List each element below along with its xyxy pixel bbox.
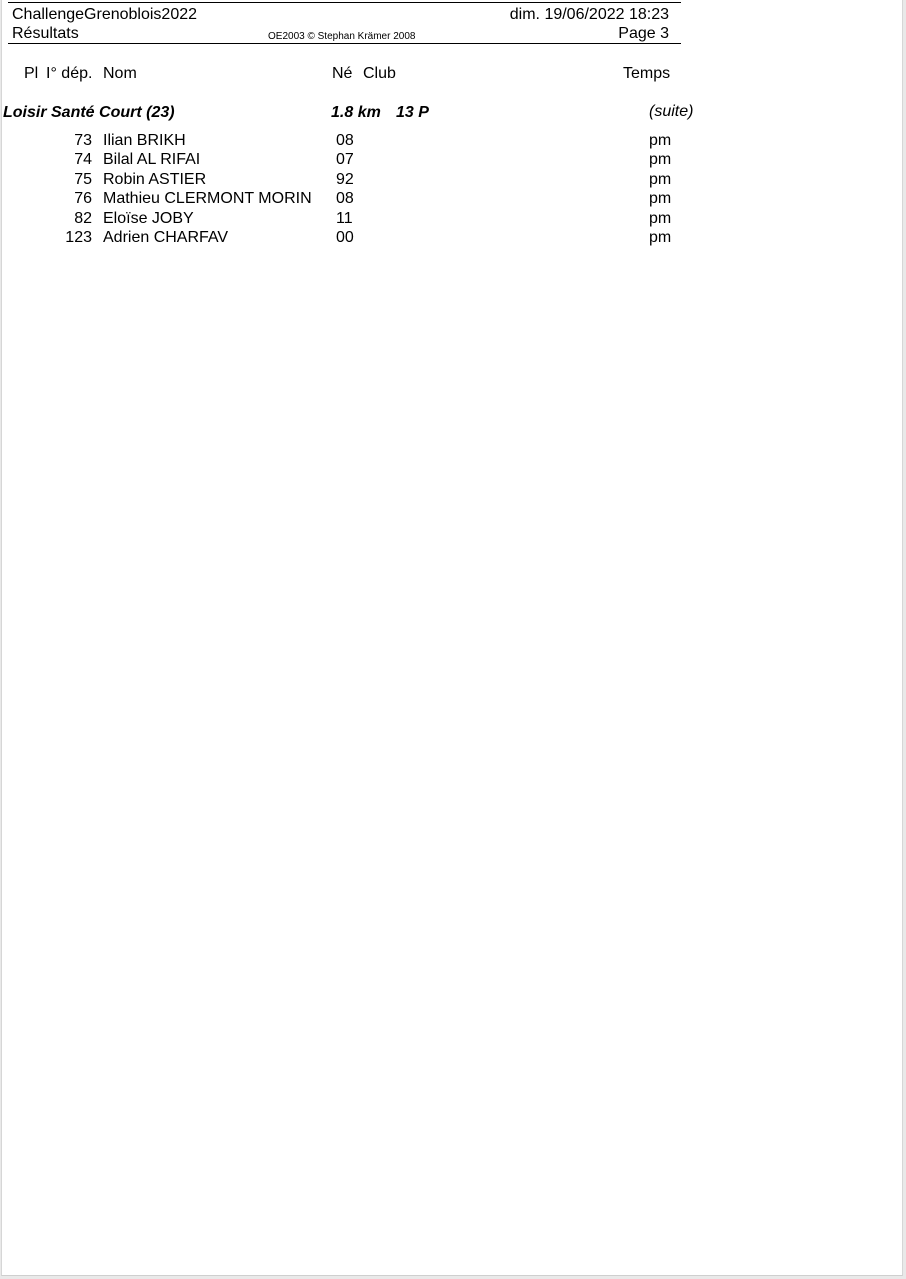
result-birth-year: 00 bbox=[336, 228, 354, 246]
result-place: 73 bbox=[74, 132, 92, 149]
header-bottom-rule bbox=[8, 43, 681, 44]
result-birth-year: 07 bbox=[336, 151, 354, 169]
column-header-start-order: I° dép. bbox=[46, 65, 93, 82]
result-name: Ilian BRIKH bbox=[103, 132, 186, 149]
page-number: Page 3 bbox=[618, 25, 669, 42]
software-copyright: OE2003 © Stephan Krämer 2008 bbox=[268, 31, 416, 42]
result-row bbox=[2, 189, 702, 208]
header-top-rule bbox=[8, 2, 681, 3]
result-place: 74 bbox=[74, 151, 92, 169]
column-header-club: Club bbox=[363, 65, 396, 82]
category-distance: 1.8 km bbox=[331, 104, 381, 121]
result-birth-year: 08 bbox=[336, 190, 354, 208]
result-time: pm bbox=[649, 209, 672, 227]
results-page bbox=[1, 0, 903, 1276]
column-header-name: Nom bbox=[103, 65, 137, 82]
result-row bbox=[2, 228, 702, 247]
result-name: Robin ASTIER bbox=[103, 170, 207, 188]
result-time: pm bbox=[649, 170, 672, 188]
result-place: 123 bbox=[65, 228, 92, 246]
column-header-birth: Né bbox=[332, 65, 353, 82]
result-time: pm bbox=[649, 132, 672, 149]
category-title: Loisir Santé Court (23) bbox=[3, 104, 175, 121]
result-row bbox=[2, 170, 702, 189]
result-row bbox=[2, 209, 702, 228]
result-birth-year: 92 bbox=[336, 170, 354, 188]
column-header-time: Temps bbox=[623, 65, 671, 82]
result-birth-year: 11 bbox=[336, 209, 353, 227]
result-place: 76 bbox=[74, 190, 92, 208]
result-place: 75 bbox=[74, 170, 92, 188]
category-controls: 13 P bbox=[396, 104, 429, 121]
document-subtitle: Résultats bbox=[12, 25, 79, 42]
result-name: Adrien CHARFAV bbox=[103, 228, 229, 246]
result-row bbox=[2, 131, 702, 150]
result-name: Eloïse JOBY bbox=[103, 209, 194, 227]
result-row bbox=[2, 150, 702, 169]
result-place: 82 bbox=[74, 209, 92, 227]
result-name: Mathieu CLERMONT MORIN bbox=[103, 190, 312, 208]
result-time: pm bbox=[649, 190, 672, 208]
result-name: Bilal AL RIFAI bbox=[103, 151, 201, 169]
result-birth-year: 08 bbox=[336, 132, 354, 149]
event-title: ChallengeGrenoblois2022 bbox=[12, 6, 198, 23]
category-continuation: (suite) bbox=[649, 103, 694, 120]
column-header-pl: Pl bbox=[24, 65, 39, 82]
results-list bbox=[2, 131, 702, 247]
print-datetime: dim. 19/06/2022 18:23 bbox=[509, 6, 669, 23]
result-time: pm bbox=[649, 228, 672, 246]
result-time: pm bbox=[649, 151, 672, 169]
